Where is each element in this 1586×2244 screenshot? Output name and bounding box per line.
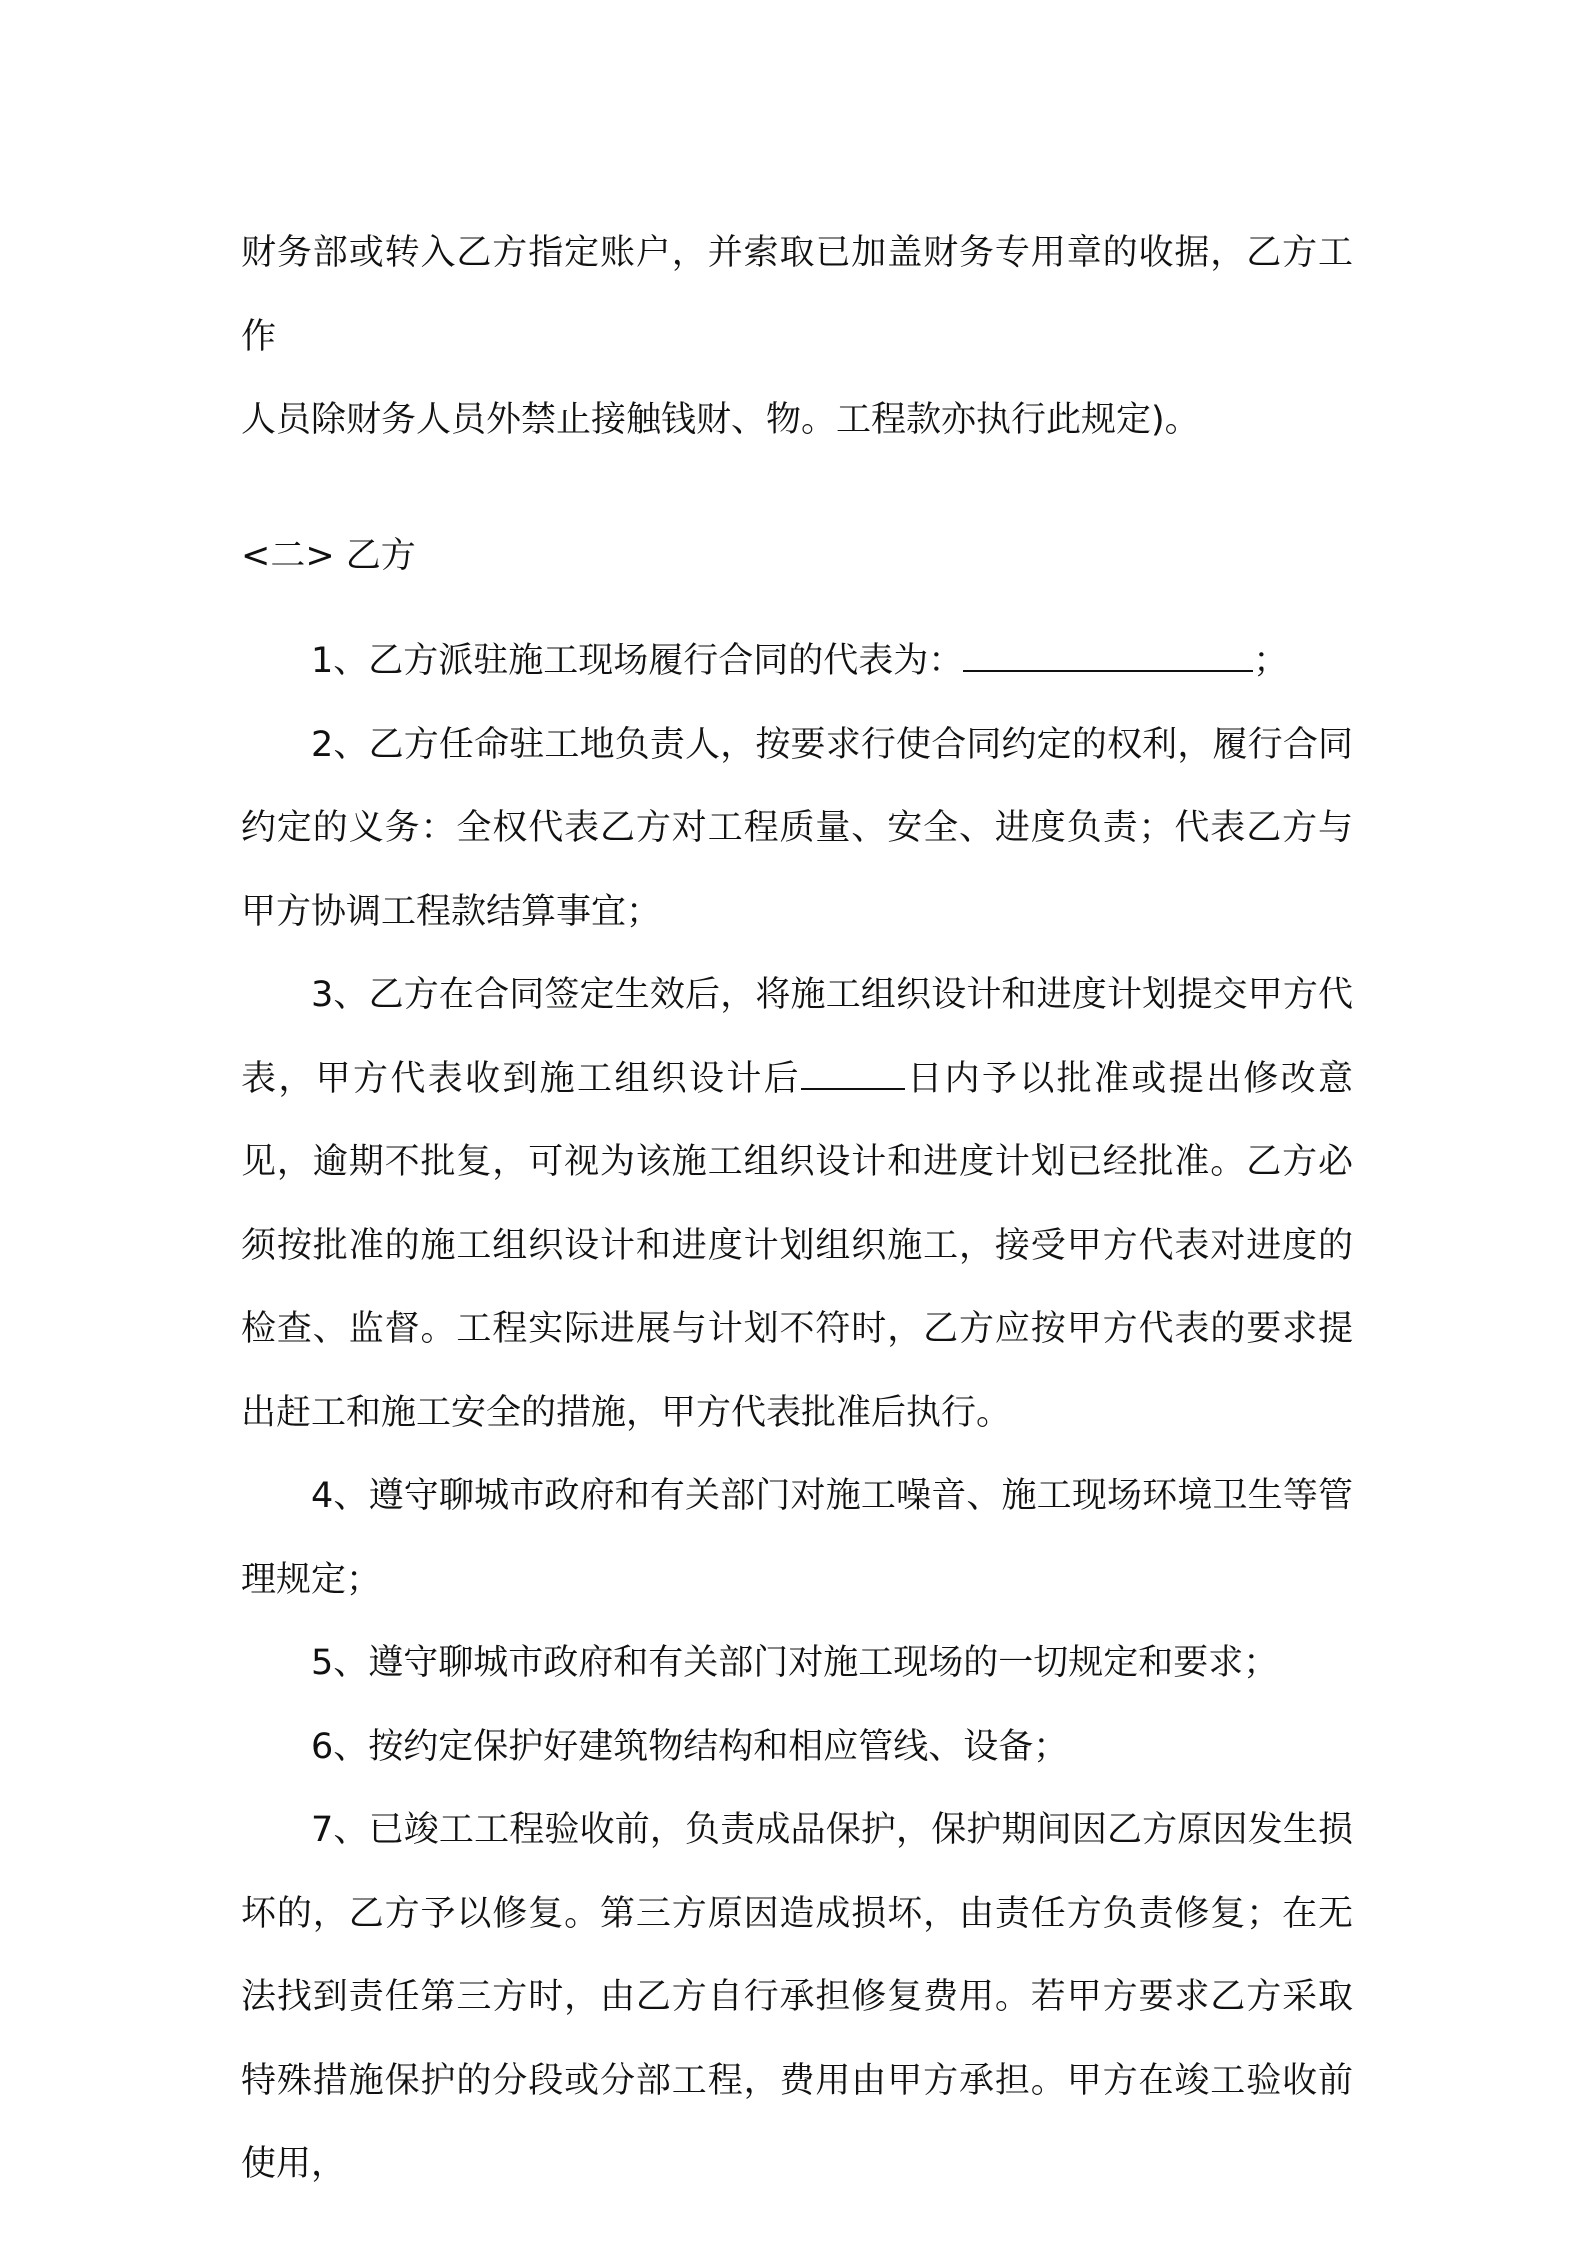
intro-line: 财务部或转入乙方指定账户，并索取已加盖财务专用章的收据，乙方工作 bbox=[241, 233, 1353, 357]
section-heading: <二> 乙方 bbox=[241, 535, 416, 576]
clause-6: 6、按约定保护好建筑物结构和相应管线、设备； bbox=[311, 1726, 1069, 1767]
clause-3-text: 3、乙方在合同签定生效后，将施工组织设计和进度计划提交甲方代表，甲方代表收到施工组织设计后 bbox=[241, 975, 1353, 1099]
representative-blank bbox=[963, 632, 1253, 672]
clause-1-suffix: ； bbox=[1253, 641, 1289, 681]
intro-line: 人员除财务人员外禁止接触钱财、物。工程款亦执行此规定)。 bbox=[241, 400, 1200, 440]
clause-5: 5、遵守聊城市政府和有关部门对施工现场的一切规定和要求； bbox=[311, 1643, 1279, 1683]
clause-1-text: 1、乙方派驻施工现场履行合同的代表为： bbox=[311, 641, 964, 681]
clause-4: 4、遵守聊城市政府和有关部门对施工噪音、施工现场环境卫生等管理规定； bbox=[241, 1476, 1353, 1600]
clause-7: 7、已竣工工程验收前，负责成品保护，保护期间因乙方原因发生损坏的，乙方予以修复。第三方原因造成损坏，由责任方负责修复；在无法找到责任第三方时，由乙方自行承担修复费用。若甲方要求乙方采取特殊措施保护的分段或分部工程，费用由甲方承担。甲方在竣工验收前使用， bbox=[241, 1810, 1353, 2184]
clause-1 bbox=[241, 620, 1353, 704]
days-blank bbox=[801, 1050, 905, 1090]
document-body bbox=[241, 212, 1353, 2207]
clause-3 bbox=[241, 954, 1353, 1455]
clause-2: 2、乙方任命驻工地负责人，按要求行使合同约定的权利，履行合同约定的义务：全权代表乙方对工程质量、安全、进度负责；代表乙方与甲方协调工程款结算事宜； bbox=[241, 724, 1353, 932]
clause-3-text-continued: 日内予以批准或提出修改意见，逾期不批复，可视为该施工组织设计和进度计划已经批准。乙方必须按批准的施工组织设计和进度计划组织施工，接受甲方代表对进度的检查、监督。工程实际进展与计划不符时，乙方应按甲方代表的要求提出赶工和施工安全的措施，甲方代表批准后执行。 bbox=[241, 1058, 1353, 1433]
paragraph-gap bbox=[241, 463, 1353, 515]
